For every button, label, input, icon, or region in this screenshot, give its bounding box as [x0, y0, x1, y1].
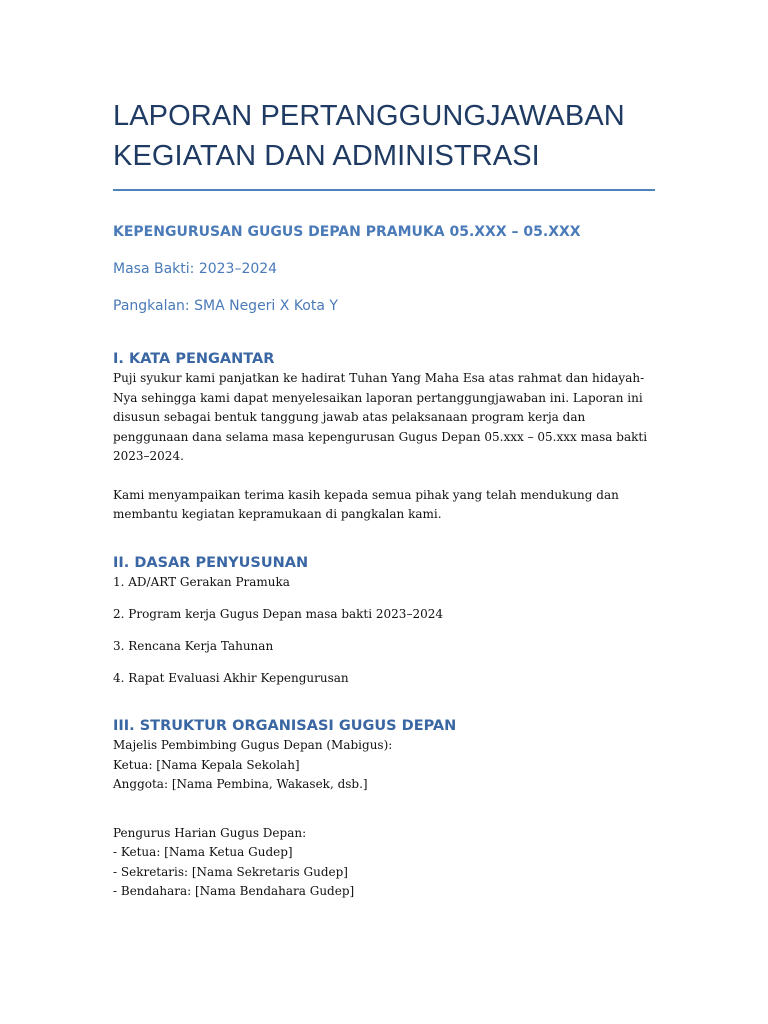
paragraph: Puji syukur kami panjatkan ke hadirat Tuhan Yang Maha Esa atas rahmat dan hidayah-Nya sehingga kami dapat menyelesaikan laporan pertanggungjawaban ini. Laporan ini disusun sebagai bentuk tanggung jawab atas pelaksanaan program kerja dan penggunaan dana selama masa kepengurusan Gugus Depan 05.xxx – 05.xxx masa bakti 2023–2024.	[113, 371, 648, 463]
masa-bakti: Masa Bakti: 2023–2024	[113, 261, 278, 277]
list-item: 1. AD/ART Gerakan Pramuka	[113, 574, 290, 589]
text-line: - Ketua: [Nama Ketua Gudep]	[113, 845, 293, 859]
section-heading: II. DASAR PENYUSUNAN	[113, 554, 309, 571]
title-line-2: KEGIATAN DAN ADMINISTRASI	[113, 140, 540, 172]
section-dasar-penyusunan	[113, 553, 655, 689]
list-item: 2. Program kerja Gugus Depan masa bakti 2023–2024	[113, 606, 443, 621]
section-struktur-organisasi	[113, 716, 655, 902]
paragraph: Kami menyampaikan terima kasih kepada semua pihak yang telah mendukung dan membantu kegiatan kepramukaan di pangkalan kami.	[113, 487, 619, 521]
text-line: - Sekretaris: [Nama Sekretaris Gudep]	[113, 864, 348, 879]
section-kata-pengantar	[113, 349, 655, 525]
section-heading: III. STRUKTUR ORGANISASI GUGUS DEPAN	[113, 718, 457, 734]
title-line-1: LAPORAN PERTANGGUNGJAWABAN	[113, 100, 625, 132]
document-title	[113, 96, 655, 176]
text-line: - Bendahara: [Nama Bendahara Gudep]	[113, 884, 355, 898]
text-line: Majelis Pembimbing Gugus Depan (Mabigus):	[113, 738, 393, 752]
text-line: Pengurus Harian Gugus Depan:	[113, 825, 307, 840]
section-heading: I. KATA PENGANTAR	[113, 351, 275, 367]
title-underline	[113, 189, 655, 191]
text-line: Ketua: [Nama Kepala Sekolah]	[113, 757, 300, 772]
basis-list	[113, 573, 655, 689]
pengurus-block	[113, 824, 655, 902]
document-subtitle: KEPENGURUSAN GUGUS DEPAN PRAMUKA 05.XXX – 05.XXX	[113, 224, 581, 240]
mabigus-block	[113, 736, 655, 795]
list-item: 4. Rapat Evaluasi Akhir Kepengurusan	[113, 670, 349, 685]
pangkalan: Pangkalan: SMA Negeri X Kota Y	[113, 298, 338, 314]
list-item: 3. Rencana Kerja Tahunan	[113, 638, 274, 653]
text-line: Anggota: [Nama Pembina, Wakasek, dsb.]	[113, 777, 368, 791]
